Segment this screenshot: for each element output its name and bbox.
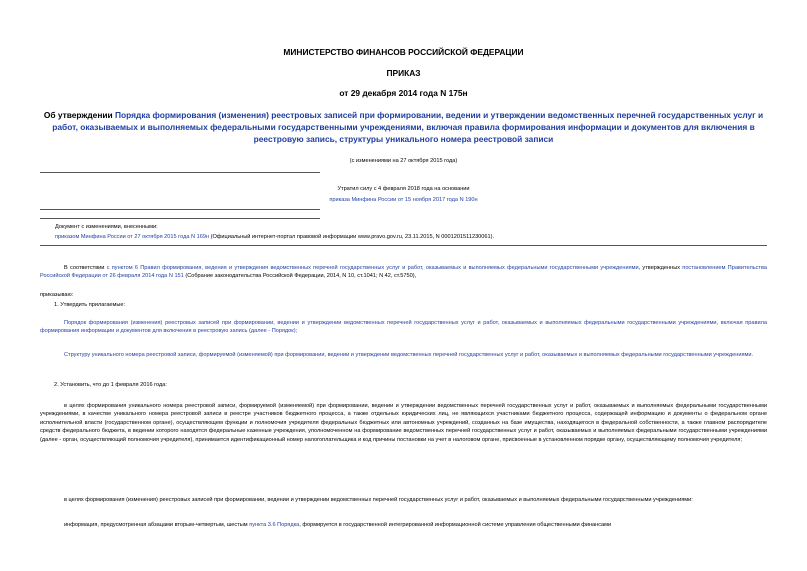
repeal-order-link[interactable]: приказа Минфина России от 15 ноября 2017 года N 190н [329, 197, 478, 203]
p9-text-a: информация, предусмотренная абзацами вторым-четвертым, шестым [64, 522, 250, 528]
paragraph-unique-number: в целях формирования уникального номера реестровой записи, формируемой (изменяемой) при формировании, ведении и утверждении ведомственных перечней государственных услуг и работ, оказываемых и выполняемых федеральными государственными учреждениями, в качестве уникального номера реестровой записи в реестре участников бюджетного процесса, а также отдельных юридических лиц, не являющихся участниками бюджетного процесса, содержащей информацию и документы о федеральном органе исполнительной власти (государственном органе), осуществляющем функции и полномочия учредителя федеральных бюджетных или автономных учреждений, созданных на базе имущества, находящегося в федеральной собственности, а также главном распорядителе средств федерального бюджета, в ведении которого находятся федеральные казенные учреждения, уполномоченном на формирование ведомственных перечней государственных услуг и работ, оказываемых и выполняемых федеральными государственными учреждениями (далее - орган, осуществляющий полномочия учредителя), принимается идентификационный номер налогоплательщика и код причины постановки на учет в налоговом органе, присвоенные в установленном порядке органу, осуществляющему полномочия учредителя; [40, 403, 767, 443]
changes-line [55, 233, 767, 241]
paragraph-establish: 2. Установить, что до 1 февраля 2016 года: [54, 382, 167, 388]
rules-point-6-link[interactable]: с пунктом 6 Правил формирования, ведения и утверждения ведомственных перечней государственных услуг и работ, оказываемых и выполняемых федеральными государственными учреждениями [106, 265, 639, 271]
changes-order-link[interactable]: приказом Минфина России от 27 октября 2015 года N 169н [55, 234, 210, 240]
procedure-link[interactable]: Порядок формирования (изменения) реестровых записей при формировании, ведении и утверждении ведомственных перечней государственных услуг и работ, оказываемых и выполняемых федеральными государственными учреждениями, включая правила формирования информации и документов для включения в реестровую запись (далее - Порядок); [40, 320, 767, 335]
p9-text-b: , формируется в государственной интегрированной информационной системе управления общественными финансами [299, 522, 612, 528]
p1-text-c: (Собрание законодательства Российской Федерации, 2014, N 10, ст.1041; N 42, ст.5750), [183, 273, 417, 280]
paragraph-information [40, 521, 767, 529]
changes-rest: (Официальный интернет-портал правовой информации www.pravo.gov.ru, 23.11.2015, N 0001201511230061). [209, 234, 495, 240]
title-link[interactable]: Порядка формирования (изменения) реестровых записей при формировании, ведении и утверждении ведомственных перечней государственных услуг и работ, оказываемых и выполняемых федеральными государственными учреждениями, включая правила формирования информации и документов для включения в реестровую запись, структуры уникального номера реестровой записи [52, 110, 764, 144]
document-date-number: от 29 декабря 2014 года N 175н [339, 88, 468, 98]
government-resolution-link[interactable]: постановлением Правительства Российской Федерации от 26 февраля 2014 года N 151 [40, 265, 768, 280]
divider [40, 209, 320, 210]
procedure-point-3-6-link[interactable]: пункта 3.6 Порядка [249, 522, 300, 528]
repeal-note: Утратил силу с 4 февраля 2018 года на основании [337, 186, 470, 192]
paragraph-order: приказываю: [40, 292, 74, 298]
divider [40, 172, 320, 173]
document-title [40, 109, 767, 145]
document-type: ПРИКАЗ [386, 68, 421, 78]
changes-label: Документ с изменениями, внесенными: [55, 224, 158, 230]
amendment-note: (с изменениями на 27 октября 2015 года) [349, 158, 458, 164]
divider [40, 245, 767, 246]
paragraph-basis [40, 264, 767, 281]
paragraph-approve: 1. Утвердить прилагаемые: [54, 302, 126, 308]
paragraph-registry-records: в целях формирования (изменения) реестровых записей при формировании, ведении и утверждении ведомственных перечней государственных услуг и работ, оказываемых и выполняемых федеральными государственными учреждениями: [64, 497, 693, 503]
title-prefix: Об утверждении [43, 110, 115, 120]
divider [40, 218, 320, 219]
structure-link[interactable]: Структуру уникального номера реестровой записи, формируемой (изменяемой) при формировании, ведении и утверждении ведомственных перечней государственных услуг и работ, оказываемых и выполняемых федеральными государственными учреждениями. [64, 352, 754, 358]
ministry-name: МИНИСТЕРСТВО ФИНАНСОВ РОССИЙСКОЙ ФЕДЕРАЦИИ [283, 47, 524, 57]
p1-text-b: , утвержденных [638, 265, 683, 271]
p1-text-a: В соответствии [64, 265, 107, 271]
